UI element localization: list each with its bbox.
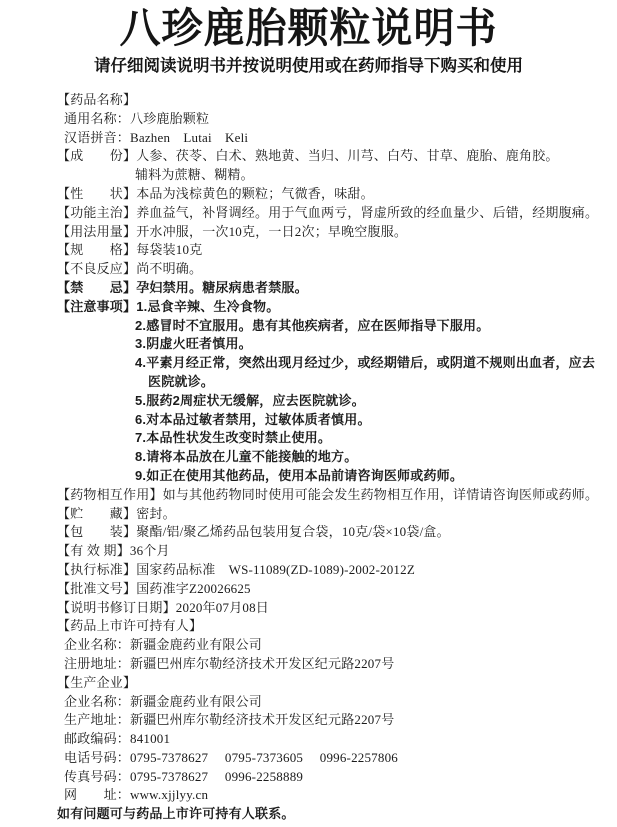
precaution-item-2: 2.感冒时不宜服用。患有其他疾病者，应在医师指导下服用。 [135, 317, 490, 333]
precaution-item-8: 8.请将本品放在儿童不能接触的地方。 [135, 449, 358, 465]
postal-code: 邮政编码：841001 [64, 731, 171, 747]
precaution-item-4-continued: 医院就诊。 [148, 373, 215, 389]
precaution-item-9: 9.如正在使用其他药品，使用本品前请咨询医师或药师。 [135, 467, 464, 483]
fax-numbers: 传真号码：0795-7378627 0996-2258889 [64, 768, 304, 784]
section-specification: 【规 格】每袋装10克 [57, 242, 203, 258]
section-drug-name: 【药品名称】 [57, 92, 137, 107]
section-storage: 【贮 藏】密封。 [57, 505, 176, 521]
section-package: 【包 装】聚酯/铝/聚乙烯药品包装用复合袋，10克/袋×10袋/盒。 [57, 524, 450, 540]
website: 网 址：www.xjjlyy.cn [64, 787, 209, 803]
doc-body [0, 91, 617, 824]
manufacturer-company-name: 企业名称：新疆金鹿药业有限公司 [64, 693, 263, 709]
precaution-item-5: 5.服药2周症状无缓解，应去医院就诊。 [135, 392, 365, 408]
section-dosage: 【用法用量】开水冲服，一次10克，一日2次；早晚空腹服。 [57, 223, 408, 239]
section-revision-date: 【说明书修订日期】2020年07月08日 [57, 599, 270, 615]
contact-note: 如有问题可与药品上市许可持有人联系。 [57, 806, 295, 822]
section-description: 【性 状】本品为浅棕黄色的颗粒；气微香，味甜。 [57, 185, 374, 201]
section-approval-number: 【批准文号】国药准字Z20026625 [57, 580, 251, 596]
section-validity: 【有 效 期】36个月 [57, 543, 170, 559]
section-precautions-item-1: 【注意事项】1.忌食辛辣、生冷食物。 [57, 298, 280, 314]
pinyin-name: 汉语拼音：Bazhen Lutai Keli [64, 129, 249, 145]
holder-registered-address: 注册地址：新疆巴州库尔勒经济技术开发区纪元路2207号 [64, 655, 395, 671]
section-adverse-reactions: 【不良反应】尚不明确。 [57, 261, 203, 277]
phone-numbers: 电话号码：0795-7378627 0795-7373605 0996-2257806 [64, 749, 398, 765]
section-license-holder: 【药品上市许可持有人】 [57, 618, 203, 634]
holder-company-name: 企业名称：新疆金鹿药业有限公司 [64, 637, 263, 653]
section-ingredients: 【成 份】人参、茯苓、白术、熟地黄、当归、川芎、白芍、甘草、鹿胎、鹿角胶。 [57, 148, 559, 164]
section-indications: 【功能主治】养血益气，补肾调经。用于气血两亏，肾虚所致的经血量少、后错，经期腹痛。 [57, 204, 599, 220]
precaution-item-7: 7.本品性状发生改变时禁止使用。 [135, 430, 332, 446]
generic-name: 通用名称：八珍鹿胎颗粒 [64, 110, 210, 126]
section-contraindications: 【禁 忌】孕妇禁用。糖尿病患者禁服。 [57, 279, 308, 295]
section-standard: 【执行标准】国家药品标准 WS-11089(ZD-1089)-2002-2012Z [57, 561, 415, 577]
precaution-item-6: 6.对本品过敏者禁用，过敏体质者慎用。 [135, 411, 371, 427]
precaution-item-4: 4.平素月经正常，突然出现月经过少，或经期错后，或阴道不规则出血者，应去 [135, 355, 596, 371]
section-manufacturer: 【生产企业】 [57, 674, 137, 690]
ingredients-excipients: 辅料为蔗糖、糊精。 [135, 167, 254, 183]
precaution-item-3: 3.阴虚火旺者慎用。 [135, 336, 252, 352]
page-subtitle: 请仔细阅读说明书并按说明使用或在药师指导下购买和使用 [94, 57, 523, 75]
page-title: 八珍鹿胎颗粒说明书 [119, 5, 498, 51]
section-drug-interactions: 【药物相互作用】如与其他药物同时使用可能会发生药物相互作用，详情请咨询医师或药师。 [57, 486, 599, 502]
manufacturer-address: 生产地址：新疆巴州库尔勒经济技术开发区纪元路2207号 [64, 712, 395, 728]
